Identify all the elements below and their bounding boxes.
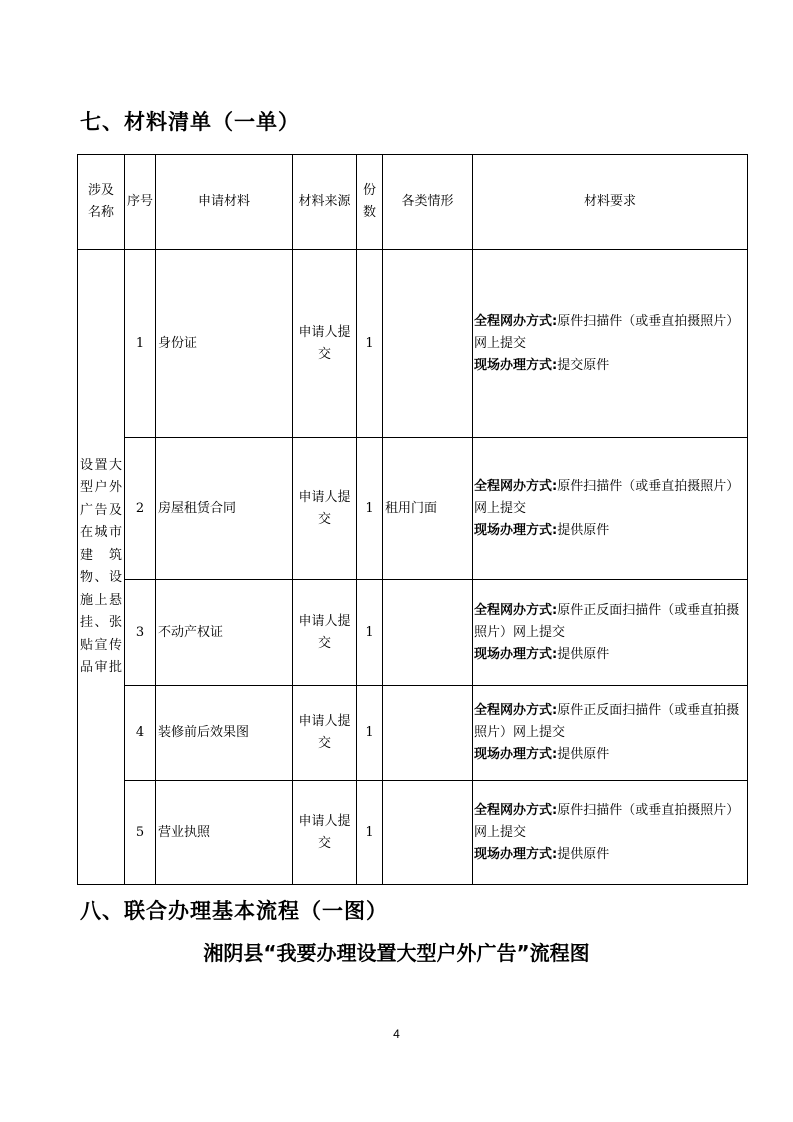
table-row: [78, 250, 748, 438]
row-copies: 1: [357, 686, 383, 781]
online-label: 全程网办方式:: [474, 703, 558, 718]
online-label: 全程网办方式:: [474, 478, 558, 494]
flowchart-title: 湘阴县“我要办理设置大型户外广告”流程图: [203, 941, 590, 965]
row-category: 租用门面: [383, 438, 473, 580]
header-subject: 涉及名称: [78, 155, 125, 250]
row-requirement: [473, 438, 748, 580]
row-seq: 4: [125, 686, 156, 781]
row-copies: 1: [357, 438, 383, 580]
table-header-row: [78, 155, 748, 250]
table-row: [78, 781, 748, 885]
row-source: 申请人提交: [293, 250, 357, 438]
materials-table: [77, 154, 748, 885]
onsite-text: 提交原件: [557, 357, 610, 373]
row-material: 装修前后效果图: [156, 686, 293, 781]
online-text: 原件扫描件（或垂直拍摄照片）网上提交: [474, 313, 740, 351]
row-material: 营业执照: [156, 781, 293, 885]
subject-name: 设置大 型户外 广告及 在城市 建筑 物、设 施上悬 挂、张 贴宣传 品审批: [80, 457, 122, 675]
onsite-label: 现场办理方式:: [474, 747, 558, 762]
row-category: [383, 781, 473, 885]
onsite-text: 提供原件: [557, 846, 610, 862]
online-label: 全程网办方式:: [474, 602, 558, 618]
header-seq: 序号: [125, 155, 156, 250]
online-text: 原件正反面扫描件（或垂直拍摄照片）网上提交: [474, 703, 740, 740]
row-source: 申请人提交: [293, 438, 357, 580]
online-text: 原件正反面扫描件（或垂直拍摄照片）网上提交: [474, 602, 740, 640]
row-requirement: [473, 580, 748, 686]
section-7-heading: 七、材料清单（一单）: [80, 110, 300, 134]
row-requirement: [473, 781, 748, 885]
row-seq: 5: [125, 781, 156, 885]
table-row: [78, 686, 748, 781]
onsite-label: 现场办理方式:: [474, 846, 558, 862]
onsite-label: 现场办理方式:: [474, 357, 558, 373]
table-row: [78, 438, 748, 580]
onsite-label: 现场办理方式:: [474, 646, 558, 662]
header-source: 材料来源: [293, 155, 357, 250]
row-seq: 2: [125, 438, 156, 580]
onsite-text: 提供原件: [557, 646, 610, 662]
row-copies: 1: [357, 580, 383, 686]
subject-cell: [78, 250, 125, 885]
header-requirement: 材料要求: [473, 155, 748, 250]
row-source: 申请人提交: [293, 781, 357, 885]
row-material: 房屋租赁合同: [156, 438, 293, 580]
onsite-label: 现场办理方式:: [474, 522, 558, 538]
row-category: [383, 250, 473, 438]
header-material: 申请材料: [156, 155, 293, 250]
row-seq: 1: [125, 250, 156, 438]
online-text: 原件扫描件（或垂直拍摄照片）网上提交: [474, 478, 740, 516]
row-seq: 3: [125, 580, 156, 686]
row-material: 不动产权证: [156, 580, 293, 686]
online-label: 全程网办方式:: [474, 313, 558, 329]
row-requirement: [473, 686, 748, 781]
row-material: 身份证: [156, 250, 293, 438]
onsite-text: 提供原件: [557, 747, 610, 762]
header-copies: 份数: [357, 155, 383, 250]
onsite-text: 提供原件: [557, 522, 610, 538]
table-row: [78, 580, 748, 686]
page-number: 4: [393, 1027, 400, 1041]
section-8-heading: 八、联合办理基本流程（一图）: [80, 899, 388, 923]
row-category: [383, 686, 473, 781]
header-category: 各类情形: [383, 155, 473, 250]
row-copies: 1: [357, 781, 383, 885]
row-source: 申请人提交: [293, 580, 357, 686]
online-label: 全程网办方式:: [474, 802, 558, 818]
row-category: [383, 580, 473, 686]
row-source: 申请人提交: [293, 686, 357, 781]
row-requirement: [473, 250, 748, 438]
row-copies: 1: [357, 250, 383, 438]
online-text: 原件扫描件（或垂直拍摄照片）网上提交: [474, 802, 740, 840]
